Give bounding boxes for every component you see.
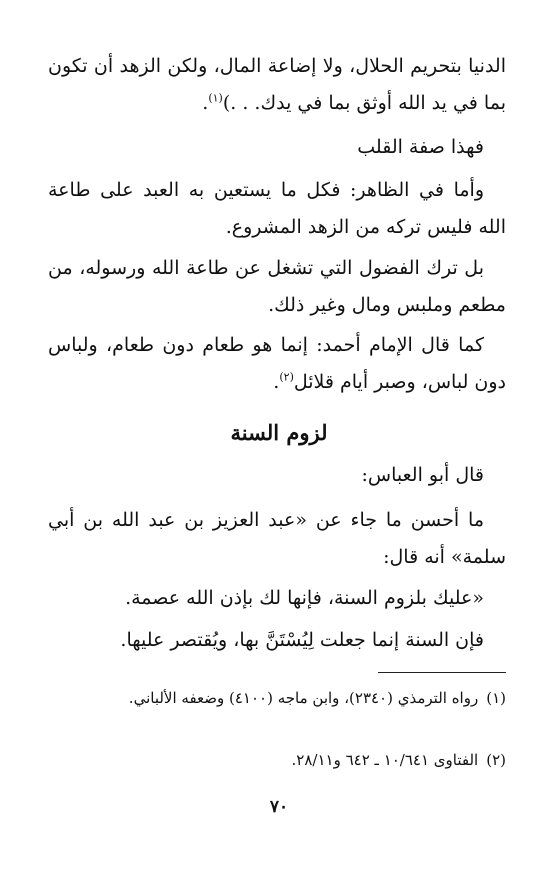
paragraph-excess-abandon: بل ترك الفضول التي تشغل عن طاعة الله ورسوله، من مطعم وملبس ومال وغير ذلك.: [48, 257, 506, 316]
paragraph-heart-description: فهذا صفة القلب: [357, 136, 484, 158]
footnote-1: (١)رواه الترمذي (٢٣٤٠)، وابن ماجه (٤١٠٠) وضعفه الألباني.: [48, 685, 506, 712]
footnote-number: (١): [486, 689, 506, 707]
footnote-ref-1[interactable]: (١): [208, 91, 223, 105]
footnote-number: (٢): [486, 751, 506, 769]
paragraph-sunnah-protection: «عليك بلزوم السنة، فإنها لك بإذن الله عصمة.: [125, 587, 484, 609]
footnote-divider: [378, 672, 506, 673]
paragraph-zuhd-definition: الدنيا بتحريم الحلال، ولا إضاعة المال، ولكن الزهد أن تكون بما في يد الله أوثق بما في يدك. . .)$^{(١)}$.: [48, 55, 506, 114]
footnote-ref-2[interactable]: (٢): [279, 370, 294, 384]
paragraph-outward-conduct: وأما في الظاهر: فكل ما يستعين به العبد على طاعة الله فليس تركه من الزهد المشروع.: [48, 179, 506, 238]
paragraph-abul-abbas-said: قال أبو العباس:: [361, 464, 484, 486]
page-number: ٧٠: [269, 797, 289, 817]
paragraph-imam-ahmad-quote: كما قال الإمام أحمد: إنما هو طعام دون طعام، ولباس دون لباس، وصبر أيام قلائل$^{(٢)}$.: [48, 334, 506, 393]
paragraph-sunnah-purpose: فإن السنة إنما جعلت لِيُسْتَنَّ بها، ويُقتصر عليها.: [120, 629, 484, 651]
section-heading: لزوم السنة: [230, 420, 328, 445]
footnote-2: (٢)الفتاوى ١٠/٦٤١ ـ ٦٤٢ و٢٨/١١.: [48, 747, 506, 774]
paragraph-abdulaziz-quote-intro: ما أحسن ما جاء عن «عبد العزيز بن عبد الله بن أبي سلمة» أنه قال:: [48, 509, 506, 568]
